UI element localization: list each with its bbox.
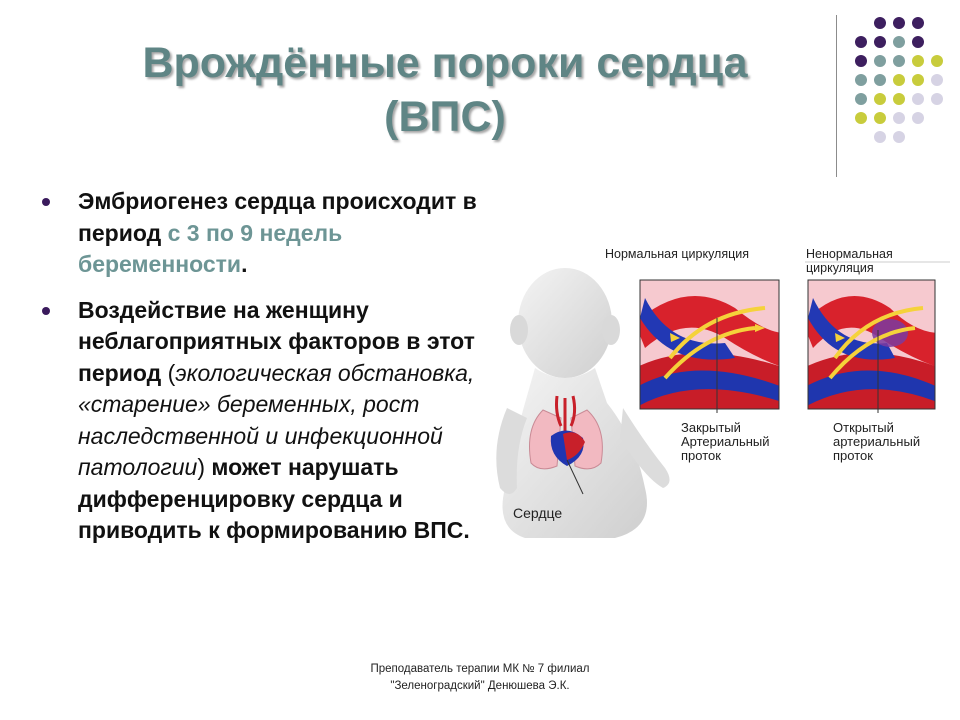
label-closed-duct-3: проток xyxy=(681,448,721,463)
circulation-diagram xyxy=(495,238,955,543)
decorative-dot xyxy=(931,74,943,86)
bullet-2-paren-close: ) xyxy=(197,454,205,480)
decorative-dot xyxy=(912,93,924,105)
bullet-2-text: Воздействие на женщину неблагоприятных факторов в этот период xyxy=(78,296,475,386)
label-heart: Сердце xyxy=(513,505,563,521)
decorative-dot xyxy=(912,74,924,86)
decorative-dot xyxy=(931,93,943,105)
decorative-dot xyxy=(912,36,924,48)
title-line-1: Врождённые пороки сердца xyxy=(142,39,748,87)
label-normal-circulation: Нормальная циркуляция xyxy=(605,247,750,261)
bullet-item-embryogenesis xyxy=(40,186,480,281)
bullet-2-paren-open: ( xyxy=(167,359,176,386)
decorative-dot xyxy=(893,93,905,105)
decorative-dot xyxy=(893,17,905,29)
decorative-dot xyxy=(874,112,886,124)
label-abnormal-line-2: циркуляция xyxy=(806,261,874,275)
decorative-dot xyxy=(912,17,924,29)
decorative-dot xyxy=(893,112,905,124)
decorative-dot xyxy=(874,36,886,48)
footer-line-1: Преподаватель терапии МК № 7 филиал xyxy=(370,663,590,675)
bullet-2-end: может нарушать дифференцировку сердца и приводить к формированию ВПС. xyxy=(78,454,470,543)
bullet-dot-icon xyxy=(42,198,50,206)
decorative-dot xyxy=(912,112,924,124)
label-closed-duct-1: Закрытый xyxy=(681,420,741,435)
bullet-list xyxy=(40,186,480,561)
decorative-dot xyxy=(855,93,867,105)
label-closed-duct-2: Артериальный xyxy=(681,434,770,449)
abnormal-circulation-panel xyxy=(803,280,940,413)
decorative-dot xyxy=(874,17,886,29)
decorative-dot xyxy=(855,112,867,124)
slide-footer xyxy=(300,661,660,695)
decorative-dot xyxy=(931,55,943,67)
decorative-dot xyxy=(874,93,886,105)
title-line-2: (ВПС) xyxy=(384,93,506,141)
decorative-dot xyxy=(893,55,905,67)
heart-circulation-illustration xyxy=(495,238,955,543)
label-open-duct-3: проток xyxy=(833,448,873,463)
footer-line-2: "Зеленоградский" Денюшева Э.К. xyxy=(390,680,570,692)
bullet-2-italic: экологическая обстановка, «старение» беременных, рост наследственной и инфекционной патологии xyxy=(78,359,475,480)
label-open-duct-2: артериальный xyxy=(833,434,921,449)
label-open-duct-1: Открытый xyxy=(833,420,894,435)
label-abnormal-line-1: Ненормальная xyxy=(806,247,893,261)
decorative-dot xyxy=(912,55,924,67)
decorative-dot xyxy=(893,36,905,48)
bullet-1-text: Эмбриогенез сердца происходит в период xyxy=(78,188,477,246)
bullet-item-factors xyxy=(40,295,480,547)
normal-circulation-panel xyxy=(635,280,785,413)
decorative-dot xyxy=(874,131,886,143)
bullet-1-end: . xyxy=(241,251,248,277)
decorative-dot xyxy=(893,74,905,86)
decorative-dot xyxy=(855,74,867,86)
bullet-dot-icon xyxy=(42,307,50,315)
decorative-divider-line xyxy=(836,15,837,177)
decorative-dot xyxy=(855,36,867,48)
bullet-1-highlight: с 3 по 9 недель беременности xyxy=(78,219,343,277)
decorative-dot xyxy=(874,74,886,86)
slide-title xyxy=(60,36,830,144)
decorative-dot xyxy=(855,55,867,67)
decorative-dot xyxy=(874,55,886,67)
decorative-dot xyxy=(893,131,905,143)
